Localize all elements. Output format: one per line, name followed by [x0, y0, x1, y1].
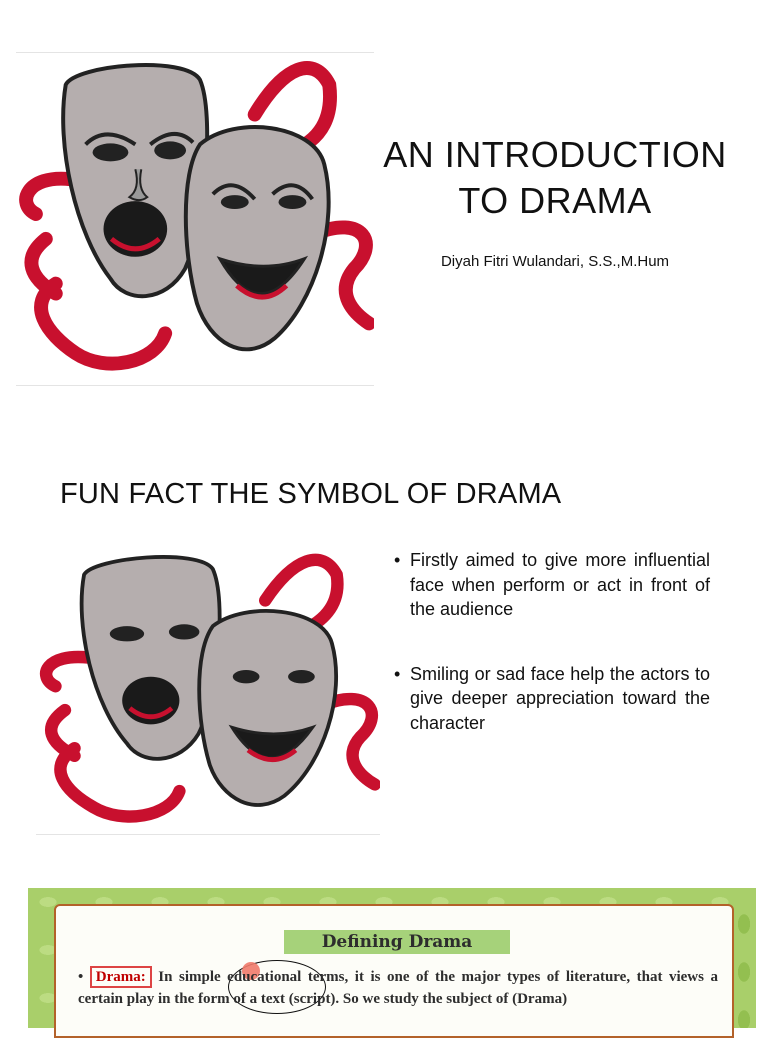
definition-body: In simple educational terms, it is one of the major types of literature, that views a certain play in the form of a text (script). So we study the subject of (Drama) [78, 969, 718, 1007]
sad-mask-icon [82, 557, 220, 759]
title-line-2: TO DRAMA [458, 180, 652, 221]
content-panel [54, 904, 734, 1038]
slide-defining-drama [0, 860, 768, 1024]
slide-intro [0, 0, 768, 420]
happy-mask-icon [199, 611, 336, 805]
theatre-masks-image [36, 548, 380, 835]
definition-text: • Drama: In simple educational terms, it is one of the major types of literature, that views a certain play in the form of a text (script). So we study the subject of (Drama) [78, 966, 718, 1010]
slide-title: FUN FACT THE SYMBOL OF DRAMA [60, 478, 562, 510]
fun-fact-list [394, 548, 710, 775]
title-line-1: AN INTRODUCTION [383, 134, 727, 175]
list-item: • Firstly aimed to give more influential face when perform or act in front of the audience [394, 548, 710, 622]
author-name: Diyah Fitri Wulandari, S.S.,M.Hum [440, 253, 670, 270]
theatre-masks-image [16, 52, 374, 386]
happy-mask-icon [186, 127, 329, 349]
sad-mask-icon [63, 65, 207, 296]
list-item: • Smiling or sad face help the actors to give deeper appreciation toward the character [394, 662, 710, 736]
slide-fun-fact [0, 420, 768, 860]
presentation-title [380, 132, 730, 224]
section-heading: Defining Drama [284, 930, 510, 954]
term-label: Drama: [90, 966, 152, 988]
